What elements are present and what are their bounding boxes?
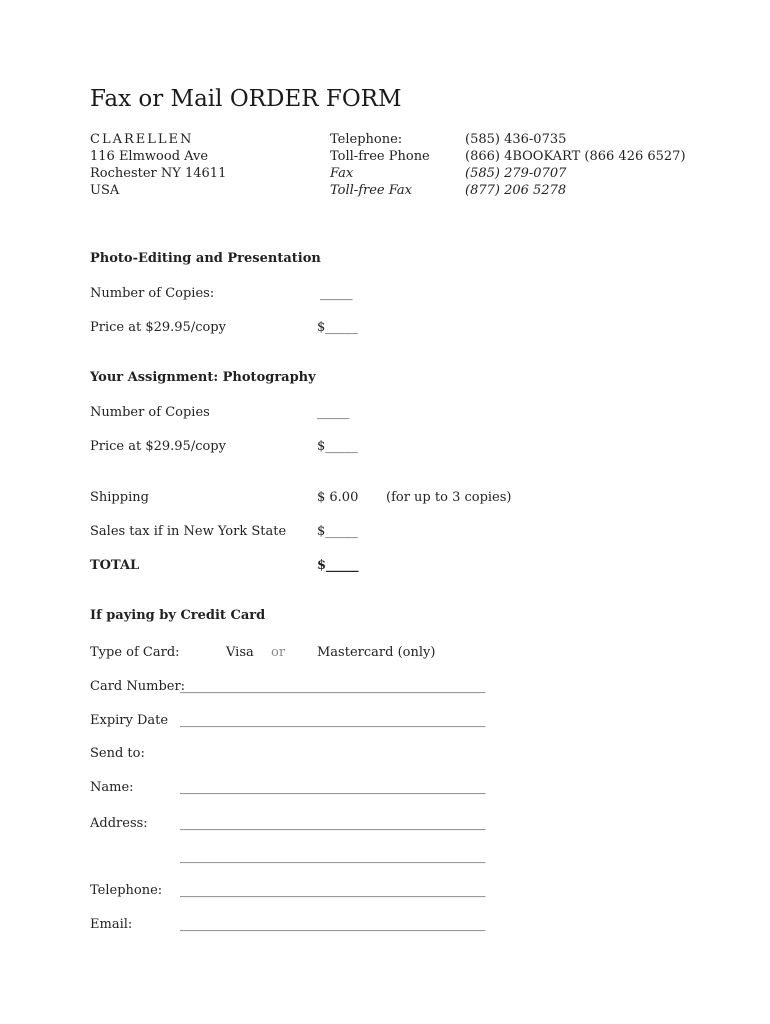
address-field-line-1[interactable]: _______________________________________________	[180, 816, 486, 831]
section-heading-photo-editing: Photo-Editing and Presentation	[90, 251, 321, 266]
name-field[interactable]: _______________________________________________	[180, 780, 486, 795]
contact-value-fax: (585) 279-0707	[465, 166, 567, 181]
contact-value-telephone: (585) 436-0735	[465, 132, 567, 147]
section-heading-assignment: Your Assignment: Photography	[90, 370, 316, 385]
card-number-field[interactable]: _______________________________________________	[180, 679, 486, 694]
copies-label-2: Number of Copies	[90, 405, 210, 420]
shipping-note: (for up to 3 copies)	[386, 490, 512, 505]
total-label: TOTAL	[90, 558, 140, 573]
address-field-line-2[interactable]: _______________________________________________	[180, 849, 486, 864]
price-label-2: Price at $29.95/copy	[90, 439, 226, 454]
copies-label-1: Number of Copies:	[90, 286, 215, 301]
copies-field-1[interactable]: _____	[320, 286, 353, 301]
expiry-date-label: Expiry Date	[90, 713, 169, 728]
contact-value-tollfree-fax: (877) 206 5278	[465, 183, 567, 198]
total-field[interactable]: $_____	[317, 558, 359, 573]
price-field-1[interactable]: $_____	[317, 320, 358, 335]
sales-tax-field[interactable]: $_____	[317, 524, 358, 539]
telephone-field[interactable]: _______________________________________________	[180, 883, 486, 898]
copies-field-2[interactable]: _____	[317, 405, 350, 420]
contact-label-tollfree-fax: Toll-free Fax	[330, 183, 412, 198]
sales-tax-label: Sales tax if in New York State	[90, 524, 287, 539]
card-type-label: Type of Card:	[90, 645, 180, 660]
price-label-1: Price at $29.95/copy	[90, 320, 226, 335]
shipping-value: $ 6.00	[317, 490, 359, 505]
contact-labels	[330, 131, 430, 199]
contact-label-tollfree-phone: Toll-free Phone	[330, 149, 430, 164]
name-label: Name:	[90, 780, 134, 795]
contact-values	[465, 131, 686, 199]
email-label: Email:	[90, 917, 133, 932]
expiry-date-field[interactable]: _______________________________________________	[180, 713, 486, 728]
contact-label-telephone: Telephone:	[330, 132, 403, 147]
section-heading-credit-card: If paying by Credit Card	[90, 608, 266, 623]
contact-value-tollfree-phone: (866) 4BOOKART (866 426 6527)	[465, 149, 686, 164]
company-city: Rochester NY 14611	[90, 166, 227, 181]
company-street: 116 Elmwood Ave	[90, 149, 209, 164]
address-label: Address:	[90, 816, 148, 831]
card-type-mastercard[interactable]: Mastercard (only)	[317, 645, 436, 660]
card-number-label: Card Number:	[90, 679, 186, 694]
card-type-visa[interactable]: Visa	[226, 645, 254, 660]
page-title: Fax or Mail ORDER FORM	[90, 86, 402, 112]
send-to-label: Send to:	[90, 746, 145, 761]
price-field-2[interactable]: $_____	[317, 439, 358, 454]
email-field[interactable]: _______________________________________________	[180, 917, 486, 932]
contact-label-fax: Fax	[330, 166, 354, 181]
company-name: CLARELLEN	[90, 132, 194, 147]
company-address	[90, 131, 226, 199]
company-country: USA	[90, 183, 120, 198]
card-type-or: or	[271, 645, 286, 660]
telephone-label: Telephone:	[90, 883, 163, 898]
shipping-label: Shipping	[90, 490, 149, 505]
